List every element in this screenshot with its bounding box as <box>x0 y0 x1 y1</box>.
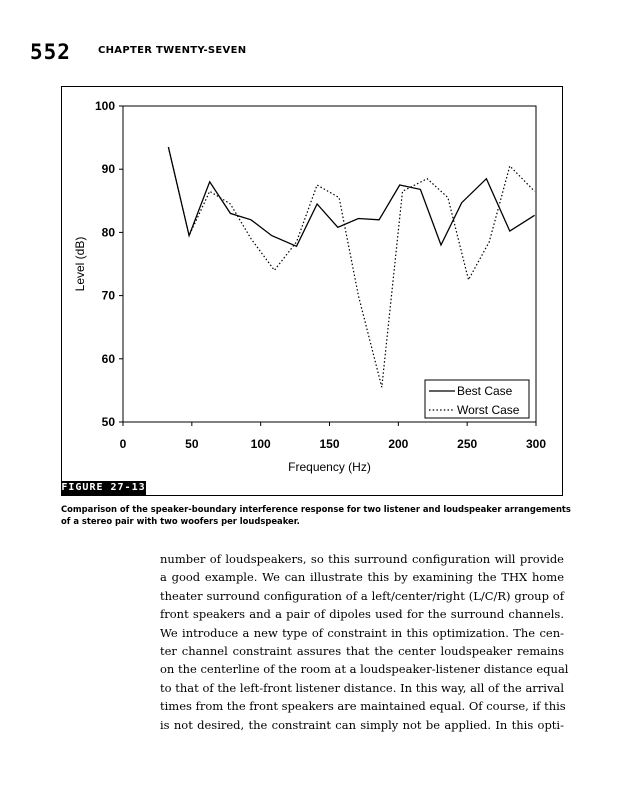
y-tick-label: 90 <box>101 162 115 177</box>
series-line-worst-case <box>168 147 534 387</box>
y-tick-label: 60 <box>101 351 115 366</box>
y-axis-label: Level (dB) <box>73 236 87 292</box>
body-line: a good example. We can illustrate this by examining the THX home <box>160 570 564 585</box>
body-line: to that of the left-front listener distance. In this way, all of the arrival <box>160 680 564 695</box>
x-tick-label: 0 <box>119 437 127 451</box>
body-line: on the centerline of the room at a loudspeaker-listener distance equal <box>160 662 569 677</box>
plot-area <box>123 106 536 422</box>
body-line: front speakers and a pair of dipoles used for the surround channels. <box>160 607 564 622</box>
chapter-title: CHAPTER TWENTY-SEVEN <box>98 45 247 56</box>
body-line: theater surround configuration of a left/center/right (L/C/R) group of <box>160 588 564 603</box>
x-tick-label: 50 <box>185 437 199 451</box>
figure-caption: Comparison of the speaker-boundary interference response for two listener and loudspeaker arrangements of a stereo pair with two woofers per loudspeaker. <box>61 504 571 526</box>
legend-label: Worst Case <box>457 403 520 417</box>
x-tick-label: 200 <box>388 437 409 451</box>
body-paragraph <box>160 550 569 734</box>
y-tick-label: 70 <box>101 288 115 303</box>
body-line: times from the front speakers are maintained equal. Of course, if this <box>160 699 566 714</box>
page-number: 552 <box>30 40 71 64</box>
body-line: We introduce a new type of constraint in this optimization. The cen- <box>160 625 564 640</box>
legend-label: Best Case <box>457 384 513 398</box>
x-tick-label: 100 <box>250 437 271 451</box>
y-tick-label: 100 <box>94 99 115 113</box>
body-line: ter channel constraint assures that the center loudspeaker remains <box>160 644 564 659</box>
x-tick-label: 300 <box>525 437 547 451</box>
x-tick-label: 250 <box>457 437 478 451</box>
body-line: is not desired, the constraint can simply not be applied. In this opti- <box>160 717 564 732</box>
series-line-best-case <box>168 147 534 246</box>
figure-label: FIGURE 27-13 <box>61 482 146 493</box>
body-line: number of loudspeakers, so this surround configuration will provide <box>160 552 564 566</box>
x-axis-label: Frequency (Hz) <box>288 460 371 474</box>
y-tick-label: 50 <box>101 415 115 429</box>
x-tick-label: 150 <box>319 437 340 451</box>
y-tick-label: 80 <box>101 225 115 240</box>
